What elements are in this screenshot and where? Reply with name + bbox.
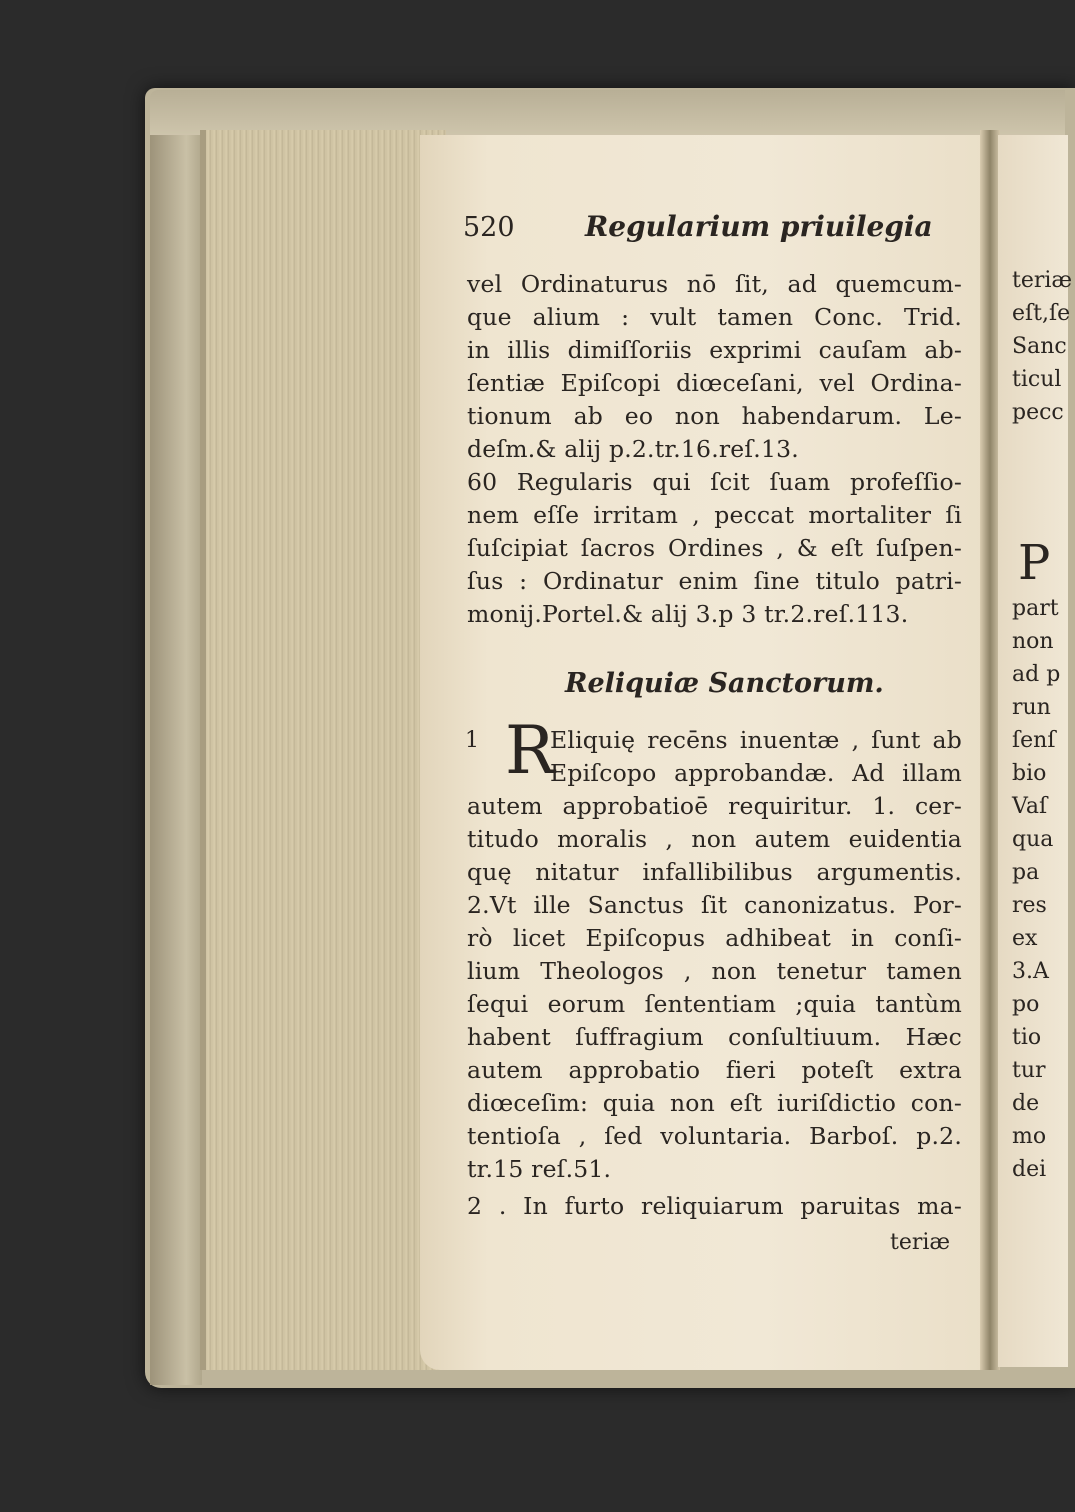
right-fragment: part [1012, 596, 1059, 621]
text-line: ſentiæ Epiſcopi diœceſani, vel Ordina- [467, 369, 962, 397]
right-fragment: ad p [1012, 662, 1061, 687]
right-fragment: ex [1012, 926, 1038, 951]
book-gutter [980, 130, 1000, 1370]
text-line: ſus : Ordinatur enim ſine titulo patri- [467, 567, 962, 595]
text-line: Eliquię recēns inuentæ , ſunt ab [550, 726, 962, 754]
text-line: nem eſſe irritam , peccat mortaliter ſi [467, 501, 962, 529]
text-line: ſequi eorum ſententiam ;quia tantùm [467, 990, 962, 1018]
right-fragment: Sanc [1012, 334, 1067, 359]
text-line: monij.Portel.& alij 3.p 3 tr.2.reſ.113. [467, 600, 909, 628]
text-line: Epiſcopo approbandæ. Ad illam [550, 759, 962, 787]
right-fragment: Vaſ [1012, 794, 1048, 819]
right-fragment: teriæ [1012, 268, 1073, 293]
running-title: Regularium priuilegia [585, 210, 933, 243]
section-heading: Reliquiæ Sanctorum. [565, 668, 884, 699]
right-fragment: ticul [1012, 367, 1062, 392]
right-fragment: de [1012, 1091, 1040, 1116]
right-fragment: bio [1012, 761, 1047, 786]
text-line: 2.Vt ille Sanctus ſit canonizatus. Por- [467, 891, 962, 919]
text-line: rò licet Epiſcopus adhibeat in conſi- [467, 924, 962, 952]
text-line: autem approbatioē requiritur. 1. cer- [467, 792, 962, 820]
right-fragment: ſenſ [1012, 728, 1056, 753]
page-number: 520 [463, 212, 515, 243]
right-fragment: run [1012, 695, 1051, 720]
right-fragment: tio [1012, 1025, 1042, 1050]
right-fragment: dei [1012, 1157, 1047, 1182]
right-fragment: pa [1012, 860, 1040, 885]
right-drop-cap: P [1018, 535, 1051, 591]
item-number: 1 [465, 728, 479, 753]
text-line: que alium : vult tamen Conc. Trid. [467, 303, 962, 331]
text-line: deſm.& alij p.2.tr.16.reſ.13. [467, 435, 799, 463]
text-line: tentioſa , ſed voluntaria. Barboſ. p.2. [467, 1122, 962, 1150]
right-fragment: non [1012, 629, 1054, 654]
book-spine [150, 135, 202, 1385]
right-fragment: mo [1012, 1124, 1047, 1149]
text-line: 2 . In furto reliquiarum paruitas ma- [467, 1192, 962, 1220]
text-line: tionum ab eo non habendarum. Le- [467, 402, 962, 430]
drop-cap: R [505, 712, 555, 789]
text-line: vel Ordinaturus nō ſit, ad quemcum- [467, 270, 962, 298]
text-line: quę nitatur infallibilibus argumentis. [467, 858, 962, 886]
text-line: 60 Regularis qui ſcit ſuam profeſſio- [467, 468, 962, 496]
right-fragment: po [1012, 992, 1040, 1017]
text-line: autem approbatio fieri poteſt extra [467, 1056, 962, 1084]
catchword: teriæ [890, 1230, 951, 1255]
right-fragment: tur [1012, 1058, 1046, 1083]
text-line: in illis dimiſſoriis exprimi cauſam ab- [467, 336, 962, 364]
text-line: lium Theologos , non tenetur tamen [467, 957, 962, 985]
right-fragment: eſt,ſe [1012, 301, 1071, 326]
text-line: titudo moralis , non autem euidentia [467, 825, 962, 853]
page-edges [200, 130, 446, 1370]
right-fragment: 3.A [1012, 959, 1049, 984]
right-fragment: pecc [1012, 400, 1064, 425]
text-line: habent ſuffragium conſultiuum. Hæc [467, 1023, 962, 1051]
text-line: diœceſim: quia non eſt iuriſdictio con- [467, 1089, 962, 1117]
right-fragment: qua [1012, 827, 1054, 852]
text-line: tr.15 reſ.51. [467, 1155, 612, 1183]
right-fragment: res [1012, 893, 1047, 918]
text-line: ſuſcipiat ſacros Ordines , & eſt ſuſpen- [467, 534, 962, 562]
